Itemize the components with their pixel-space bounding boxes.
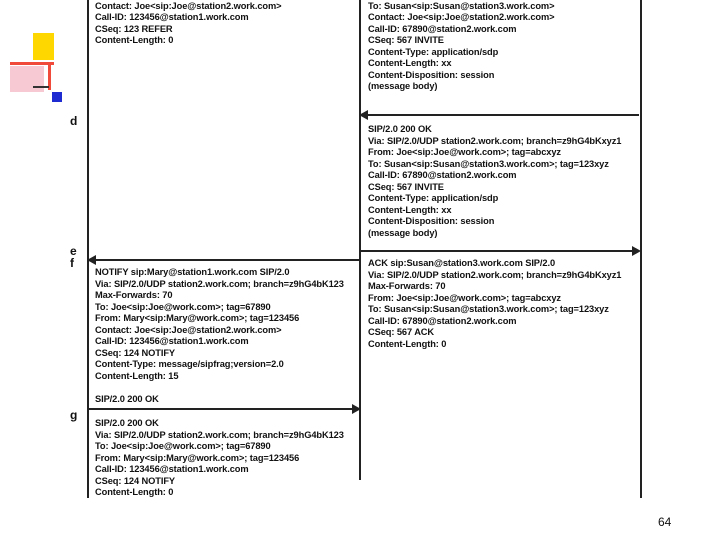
step-marker-f: f [70, 256, 74, 270]
message-ack: ACK sip:Susan@station3.work.com SIP/2.0 Via: SIP/2.0/UDP station2.work.com; branch=z9hG4bKxyz1 Max-Forwards: 70 From: Joe<sip:Joe@work.com>; tag=abcxyz To: Susan<sip:Susan@station3.work.com>; tag=123xyz Call-ID: 67890@station2.work.com CSeq: 567 ACK Content-Length: 0 [368, 258, 622, 349]
decor-pink-square [10, 66, 44, 92]
decor-yellow-square [33, 33, 54, 60]
message-200ok-notify: SIP/2.0 200 OK Via: SIP/2.0/UDP station2.work.com; branch=z9hG4bK123 To: Joe<sip:Joe@work.com>; tag=67890 From: Mary<sip:Mary@work.com>; tag=123456 Call-ID: 123456@station1.work.com CSeq: 124 NOTIFY Content-Length: 0 [95, 418, 344, 497]
message-200ok-invite: SIP/2.0 200 OK Via: SIP/2.0/UDP station2.work.com; branch=z9hG4bKxyz1 From: Joe<sip:Joe@work.com>; tag=abcxyz To: Susan<sip:Susan@station3.work.com>; tag=123xyz Call-ID: 67890@station2.work.com CSeq: 567 INVITE Content-Type: application/sdp Content-Length: xx Content-Disposition: session (message body) [368, 124, 622, 238]
decor-dash [33, 86, 49, 88]
lifeline-left [87, 0, 89, 498]
message-200ok-short: SIP/2.0 200 OK [95, 394, 159, 404]
arrow-200ok-notify [89, 408, 359, 410]
arrow-notify [89, 259, 359, 261]
arrow-ack [361, 250, 639, 252]
message-notify: NOTIFY sip:Mary@station1.work.com SIP/2.0 Via: SIP/2.0/UDP station2.work.com; branch=z9hG4bK123 Max-Forwards: 70 To: Joe<sip:Joe@work.com>; tag=67890 From: Mary<sip:Mary@work.com>; tag=123456 Contact: Joe<sip:Joe@station2.work.com> Call-ID: 123456@station1.work.com CSeq: 124 NOTIFY Content-Type: message/sipfrag;version=2.0 Content-Length: 15 [95, 267, 344, 381]
page-number: 64 [658, 515, 672, 529]
message-refer-tail: Contact: Joe<sip:Joe@station2.work.com> Call-ID: 123456@station1.work.com CSeq: 123 REFER Content-Length: 0 [95, 0, 282, 45]
step-marker-e: e [70, 244, 77, 258]
arrow-200ok-invite [361, 114, 639, 116]
decor-blue-square [52, 92, 62, 102]
step-marker-d: d [70, 114, 78, 128]
step-marker-g: g [70, 408, 78, 422]
message-invite: To: Susan<sip:Susan@station3.work.com> Contact: Joe<sip:Joe@station2.work.com> Call-ID: 67890@station2.work.com CSeq: 567 INVITE Content-Type: application/sdp Content-Length: xx Content-Disposition: session (message body) [368, 0, 555, 91]
